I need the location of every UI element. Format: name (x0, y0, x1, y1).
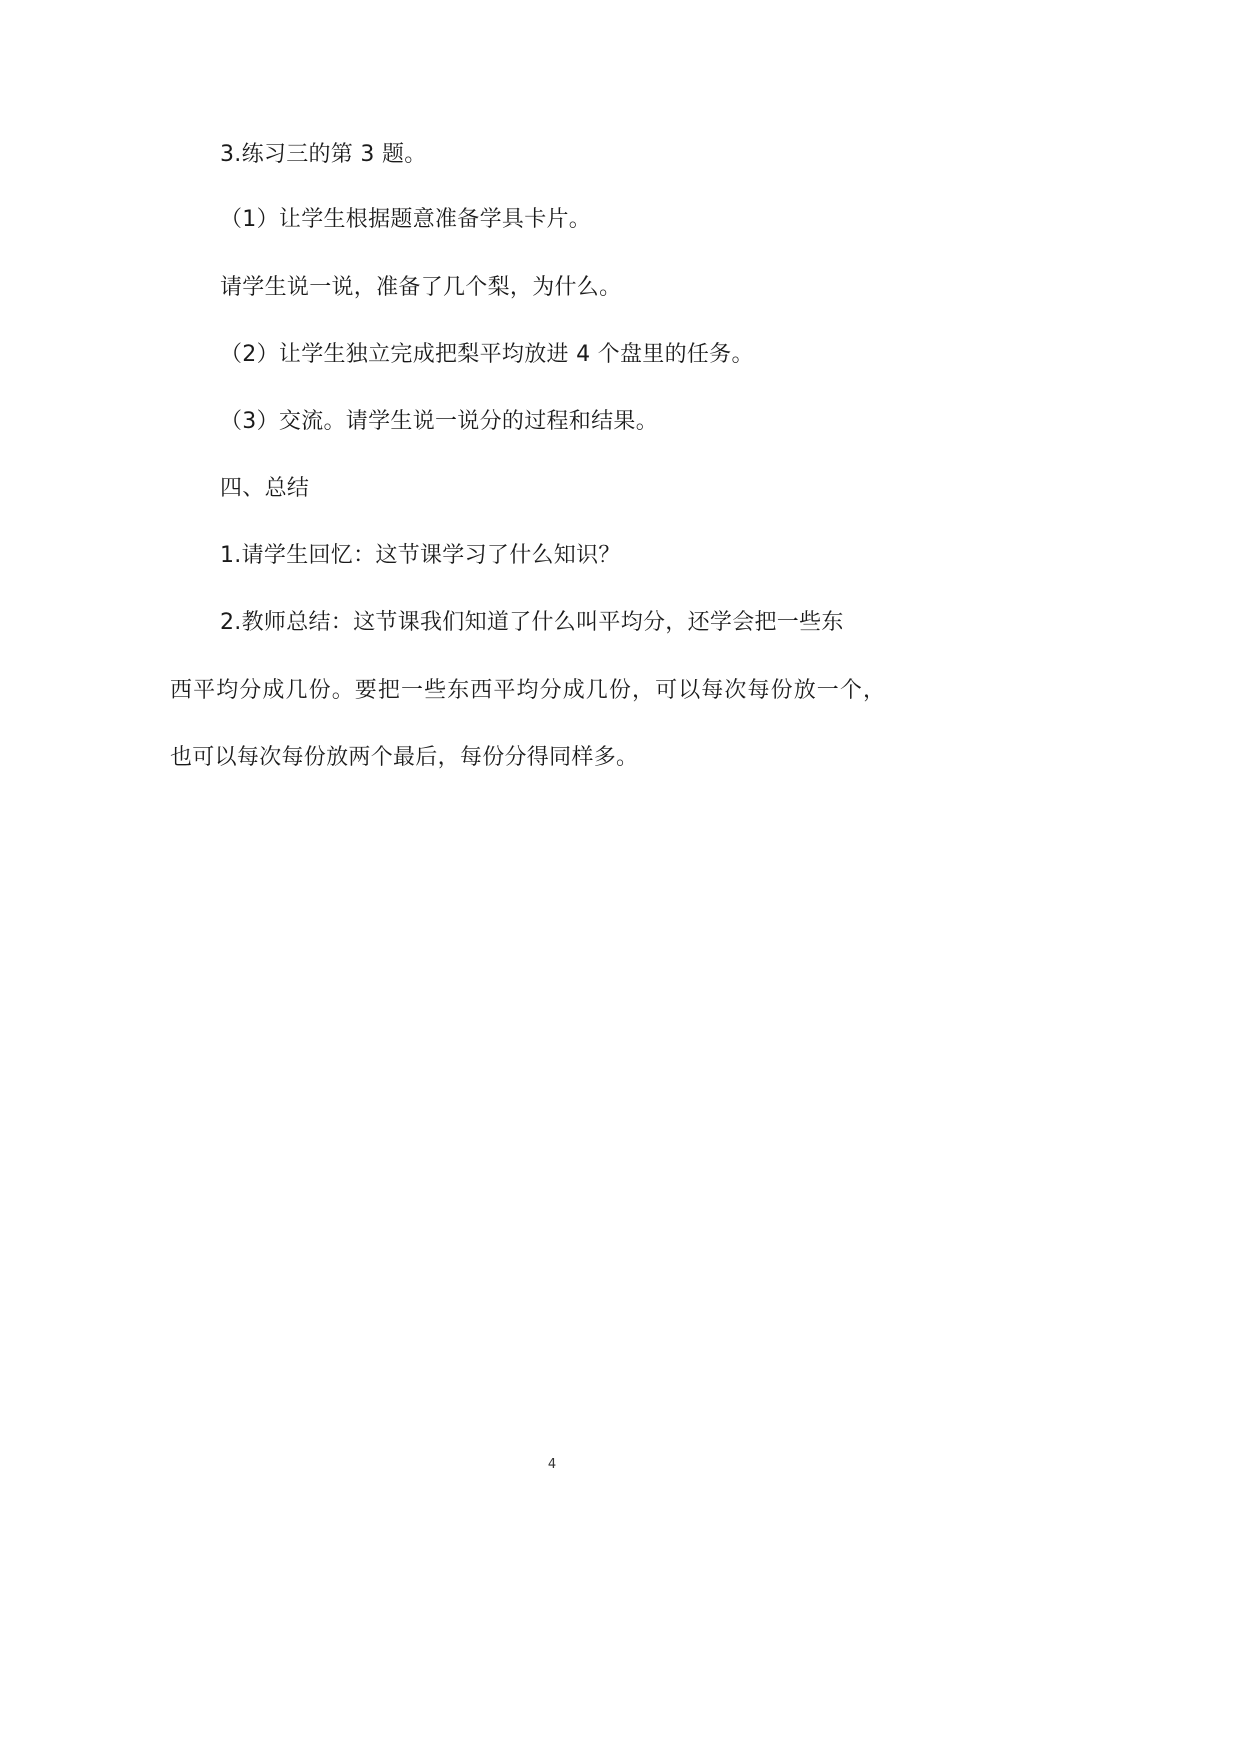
summary-item-1: 1.请学生回忆：这节课学习了什么知识？ (220, 543, 621, 568)
summary-item-2-line-1: 2.教师总结：这节课我们知道了什么叫平均分，还学会把一些东 (220, 610, 844, 635)
exercise-3-heading: 3.练习三的第 3 题。 (220, 142, 427, 167)
summary-item-2-line-3: 也可以每次每份放两个最后，每份分得同样多。 (170, 745, 639, 770)
section-4-heading: 四、总结 (220, 476, 310, 501)
step-3-text: （3）交流。请学生说一说分的过程和结果。 (220, 409, 658, 434)
ask-students-text: 请学生说一说，准备了几个梨，为什么。 (220, 275, 622, 300)
page-number: 4 (547, 1457, 557, 1472)
summary-item-2-line-2: 西平均分成几份。要把一些东西平均分成几份，可以每次每份放一个， (170, 678, 887, 703)
step-1-text: （1）让学生根据题意准备学具卡片。 (220, 207, 592, 232)
step-2-text: （2）让学生独立完成把梨平均放进 4 个盘里的任务。 (220, 342, 754, 367)
